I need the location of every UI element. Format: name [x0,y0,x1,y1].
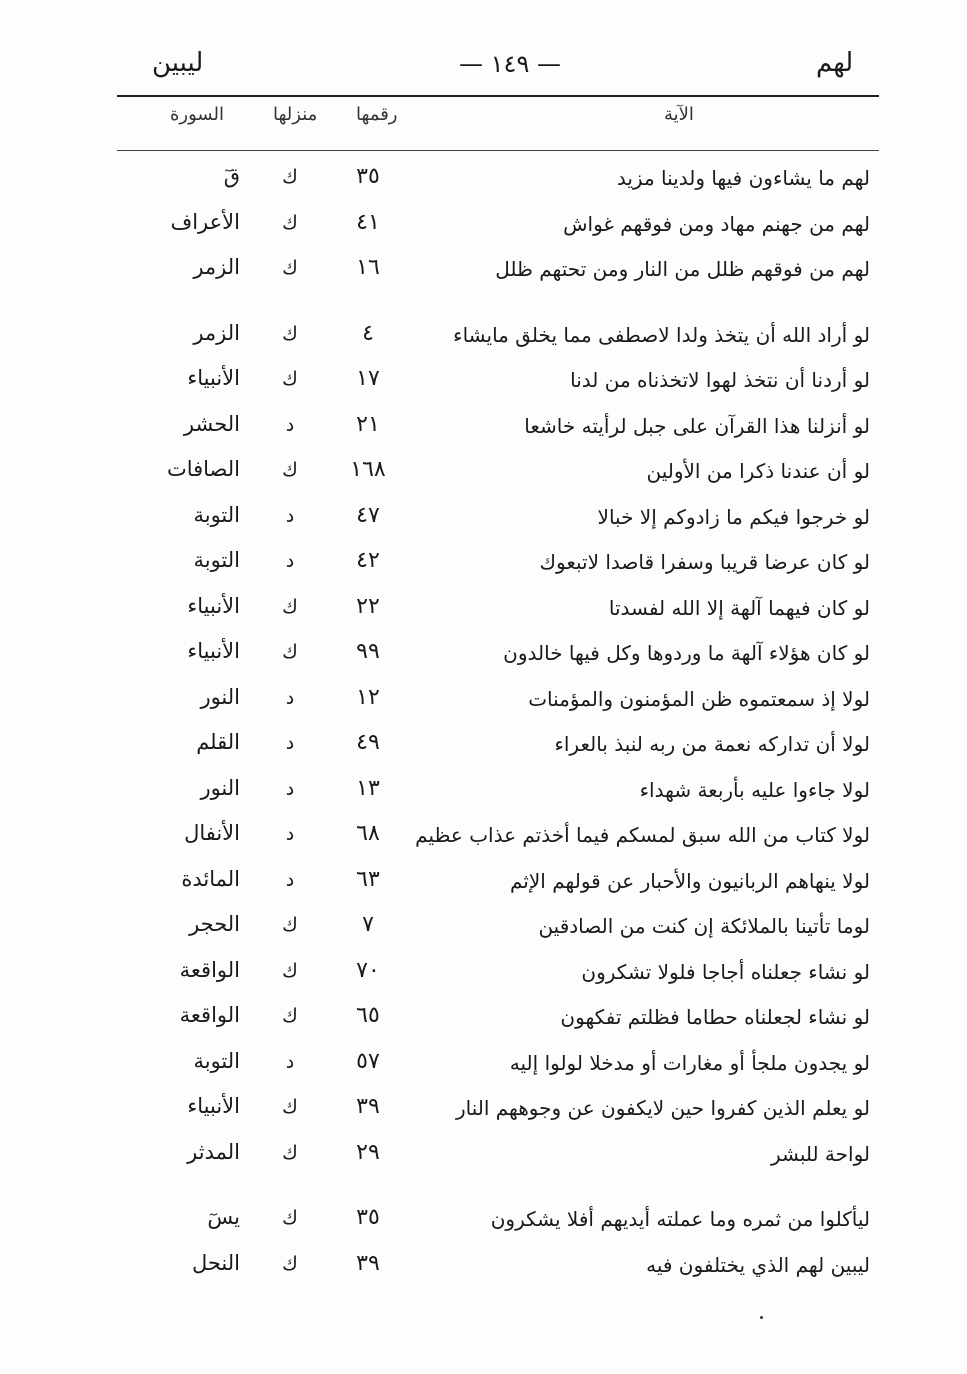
ayah-number: ٧ [362,912,374,937]
revelation-place: ك [282,257,298,279]
revelation-place: د [285,868,295,891]
table-row [0,726,967,772]
revelation-place: د [285,413,295,436]
column-header-number: رقمها [356,104,398,125]
surah-name: الأنبياء [187,1094,240,1118]
ayah-number: ٦٣ [356,866,380,892]
column-header-place: منزلها [273,104,318,125]
revelation-place: ك [282,959,298,982]
table-row [0,499,967,545]
ayah-text: لو يعلم الذين كفروا حين لايكفون عن وجوههم النار [455,1096,870,1120]
ayah-text: لولا جاءوا عليه بأربعة شهداء [639,777,870,802]
revelation-place: ك [282,1252,298,1275]
entry-group [0,160,967,297]
ayah-text: لو أردنا أن نتخذ لهوا لاتخذناه من لدنا [570,368,870,392]
ayah-number: ٤١ [356,209,380,235]
ayah-number: ١٦٨ [350,457,386,482]
ayah-text: لولا كتاب من الله سبق لمسكم فيما أخذتم عذاب عظيم [415,823,870,847]
table-row [0,772,967,818]
ayah-number: ١٦ [356,255,380,280]
surah-name: التوبة [193,502,240,527]
surah-name: النور [200,684,240,709]
ayah-text: لولا إذ سمعتموه ظن المؤمنون والمؤمنات [528,686,870,711]
ayah-number: ١٣ [356,775,380,801]
surah-name: الأعراف [170,209,240,234]
surah-name: يسٓ [207,1205,240,1229]
revelation-place: ك [282,1096,298,1118]
ayah-number: ٣٩ [356,1250,380,1276]
ayah-number: ١٢ [356,684,380,710]
surah-name: الأنبياء [187,639,240,663]
table-row [0,362,967,408]
ayah-text: لو نشاء جعلناه أجاجا فلولا تشكرون [581,959,870,984]
revelation-place: د [285,777,295,800]
revelation-place: ك [282,914,298,936]
table-row [0,453,967,499]
ayah-text: لو كان فيهما آلهة إلا الله لفسدتا [608,595,870,620]
table-row [0,999,967,1045]
header-keyword-left: ليبين [152,48,204,78]
table-row [0,408,967,454]
ayah-number: ٤٩ [356,730,380,755]
table-row [0,317,967,363]
ayah-text: لهم من فوقهم ظلل من النار ومن تحتهم ظلل [495,257,870,281]
ayah-text: لو أن عندنا ذكرا من الأولين [646,459,870,483]
surah-name: التوبة [193,1048,240,1073]
revelation-place: ك [282,1141,298,1164]
page-mark [760,1316,763,1319]
revelation-place: ك [282,459,298,481]
ayah-text: لو نشاء لجعلناه حطاما فظلتم تفكهون [560,1005,870,1029]
surah-name: الزمر [193,255,240,279]
revelation-place: ك [282,595,298,618]
surah-name: المدثر [187,1139,240,1164]
surah-name: القلم [196,730,240,754]
table-row [0,954,967,1000]
ayah-number: ٦٥ [356,1003,380,1028]
ayah-text: لو كان عرضا قريبا وسفرا قاصدا لاتبعوك [539,550,870,574]
ayah-text: لو أنزلنا هذا القرآن على جبل لرأيته خاشعا [524,413,870,438]
table-row [0,1136,967,1182]
ayah-text: لهم ما يشاءون فيها ولدينا مزيد [616,166,870,190]
surah-name: الزمر [193,320,240,345]
table-row [0,635,967,681]
surah-name: الواقعة [179,1003,240,1027]
ayah-text: لهم من جهنم مهاد ومن فوقهم غواش [563,211,870,236]
ayah-text: لو خرجوا فيكم ما زادوكم إلا خبالا [597,504,870,529]
table-row [0,1045,967,1091]
ayah-number: ٤ [362,320,374,346]
ayah-text: لولا أن تداركه نعمة من ربه لنبذ بالعراء [554,732,870,756]
ayah-number: ٥٧ [356,1048,380,1074]
revelation-place: ك [282,641,298,663]
page-number: — ١٤٩ — [459,50,561,78]
ayah-number: ٣٩ [356,1094,380,1119]
ayah-number: ٦٨ [356,821,380,846]
table-row [0,544,967,590]
revelation-place: د [285,550,295,572]
ayah-number: ٢٢ [356,593,380,619]
revelation-place: د [285,823,295,845]
column-header-ayah: الآية [664,104,694,125]
revelation-place: ك [282,211,298,234]
column-header-surah: السورة [170,104,224,125]
surah-name: الأنبياء [187,593,240,618]
ayah-text: لولا ينهاهم الربانيون والأحبار عن قولهم الإثم [510,868,870,893]
ayah-number: ١٧ [356,366,380,391]
header-keyword-right: لهم [816,48,854,78]
surah-name: النور [200,775,240,800]
surah-name: الواقعة [179,957,240,982]
revelation-place: ك [282,1207,298,1229]
table-row [0,817,967,863]
revelation-place: د [285,504,295,527]
surah-name: التوبة [193,548,240,572]
ayah-text: لو كان هؤلاء آلهة ما وردوها وكل فيها خالدون [503,641,870,665]
surah-name: الحجر [189,912,240,936]
column-header-rule [117,150,879,151]
table-row [0,1090,967,1136]
ayah-number: ٤٢ [356,548,380,573]
table-row [0,1247,967,1293]
table-row [0,863,967,909]
ayah-number: ٧٠ [356,957,380,983]
revelation-place: ك [282,322,298,345]
surah-name: النحل [191,1250,240,1275]
surah-name: المائدة [181,866,240,891]
ayah-text: لوما تأتينا بالملائكة إن كنت من الصادقين [538,914,870,938]
ayah-text: لو يجدون ملجأ أو مغارات أو مدخلا لولوا إليه [509,1050,870,1075]
table-row [0,1201,967,1247]
surah-name: الصافات [166,457,240,481]
revelation-place: ك [282,1005,298,1027]
ayah-number: ٢٩ [356,1139,380,1165]
revelation-place: د [285,1050,295,1073]
table-row [0,908,967,954]
ayah-number: ٩٩ [356,639,380,664]
index-table [0,160,967,1292]
surah-name: الأنفال [184,821,240,845]
table-row [0,206,967,252]
surah-name: قٓ [223,164,240,188]
revelation-place: ك [282,166,298,188]
ayah-text: لو أراد الله أن يتخذ ولدا لاصطفى مما يخلق مايشاء [453,322,870,347]
ayah-text: ليأكلوا من ثمره وما عملته أيديهم أفلا يشكرون [490,1207,870,1231]
table-row [0,681,967,727]
header-rule [117,95,879,97]
ayah-number: ٢١ [356,411,380,437]
ayah-number: ٤٧ [356,502,380,528]
table-row [0,160,967,206]
ayah-number: ٣٥ [356,1205,380,1230]
surah-name: الحشر [183,411,240,436]
ayah-number: ٣٥ [356,164,380,189]
revelation-place: د [285,732,295,754]
revelation-place: د [285,686,295,709]
ayah-text: ليبين لهم الذي يختلفون فيه [646,1252,870,1277]
revelation-place: ك [282,368,298,390]
table-row [0,590,967,636]
table-row [0,251,967,297]
surah-name: الأنبياء [187,366,240,390]
ayah-text: لواحة للبشر [770,1141,870,1166]
entry-group [0,317,967,1182]
entry-group [0,1201,967,1292]
